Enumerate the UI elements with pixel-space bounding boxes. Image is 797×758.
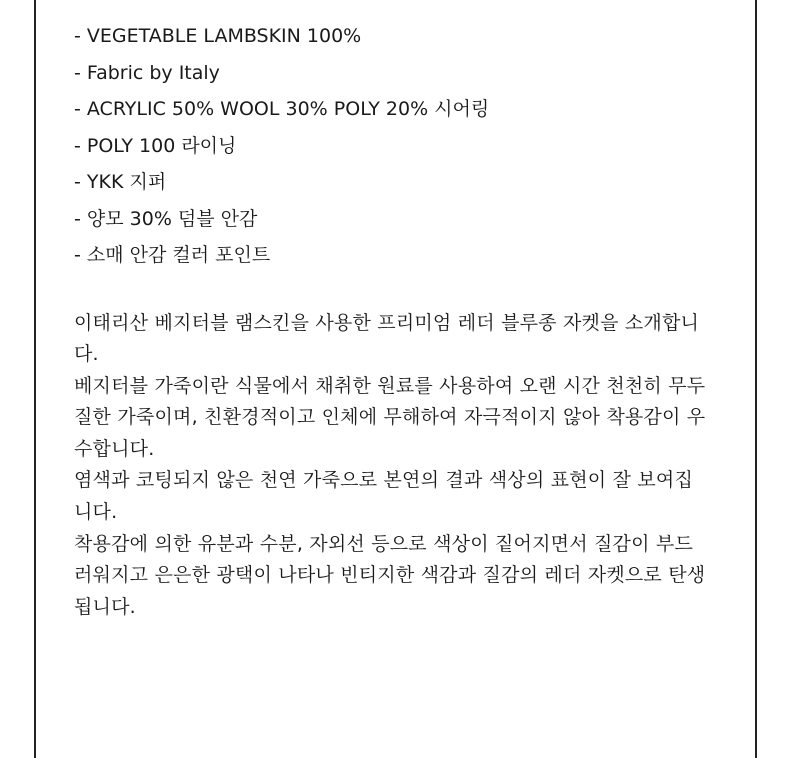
spec-item: - POLY 100 라이닝 (74, 134, 237, 157)
description-line: 이태리산 베지터블 램스킨을 사용한 프리미엄 레더 블루종 자켓을 소개합니 (74, 311, 700, 334)
spec-item: - VEGETABLE LAMBSKIN 100% (74, 25, 362, 47)
description-line: 수합니다. (74, 437, 155, 460)
description-line: 염색과 코팅되지 않은 천연 가죽으로 본연의 결과 색상의 표현이 잘 보여집 (74, 469, 694, 492)
description-line: 질한 가죽이며, 친환경적이고 인체에 무해하여 자극적이지 않아 착용감이 우 (74, 406, 706, 429)
spec-item: - Fabric by Italy (74, 61, 220, 84)
description-line: 러워지고 은은한 광택이 나타나 빈티지한 색감과 질감의 레더 자켓으로 탄생 (74, 564, 706, 587)
description-line: 착용감에 의한 유분과 수분, 자외선 등으로 색상이 짙어지면서 질감이 부드 (74, 532, 694, 555)
description-line: 됩니다. (74, 595, 136, 618)
description (74, 308, 734, 624)
description-line: 니다. (74, 501, 118, 524)
spec-item: - 소매 안감 컬러 포인트 (74, 244, 271, 266)
description-line: 다. (74, 343, 99, 366)
spec-list (74, 20, 734, 276)
spec-item: - YKK 지퍼 (74, 171, 167, 193)
description-line: 베지터블 가죽이란 식물에서 채취한 원료를 사용하여 오랜 시간 천천히 무두 (74, 374, 706, 397)
spec-item: - ACRYLIC 50% WOOL 30% POLY 20% 시어링 (74, 98, 490, 120)
product-detail (74, 20, 734, 623)
spec-item: - 양모 30% 덤블 안감 (74, 207, 258, 230)
